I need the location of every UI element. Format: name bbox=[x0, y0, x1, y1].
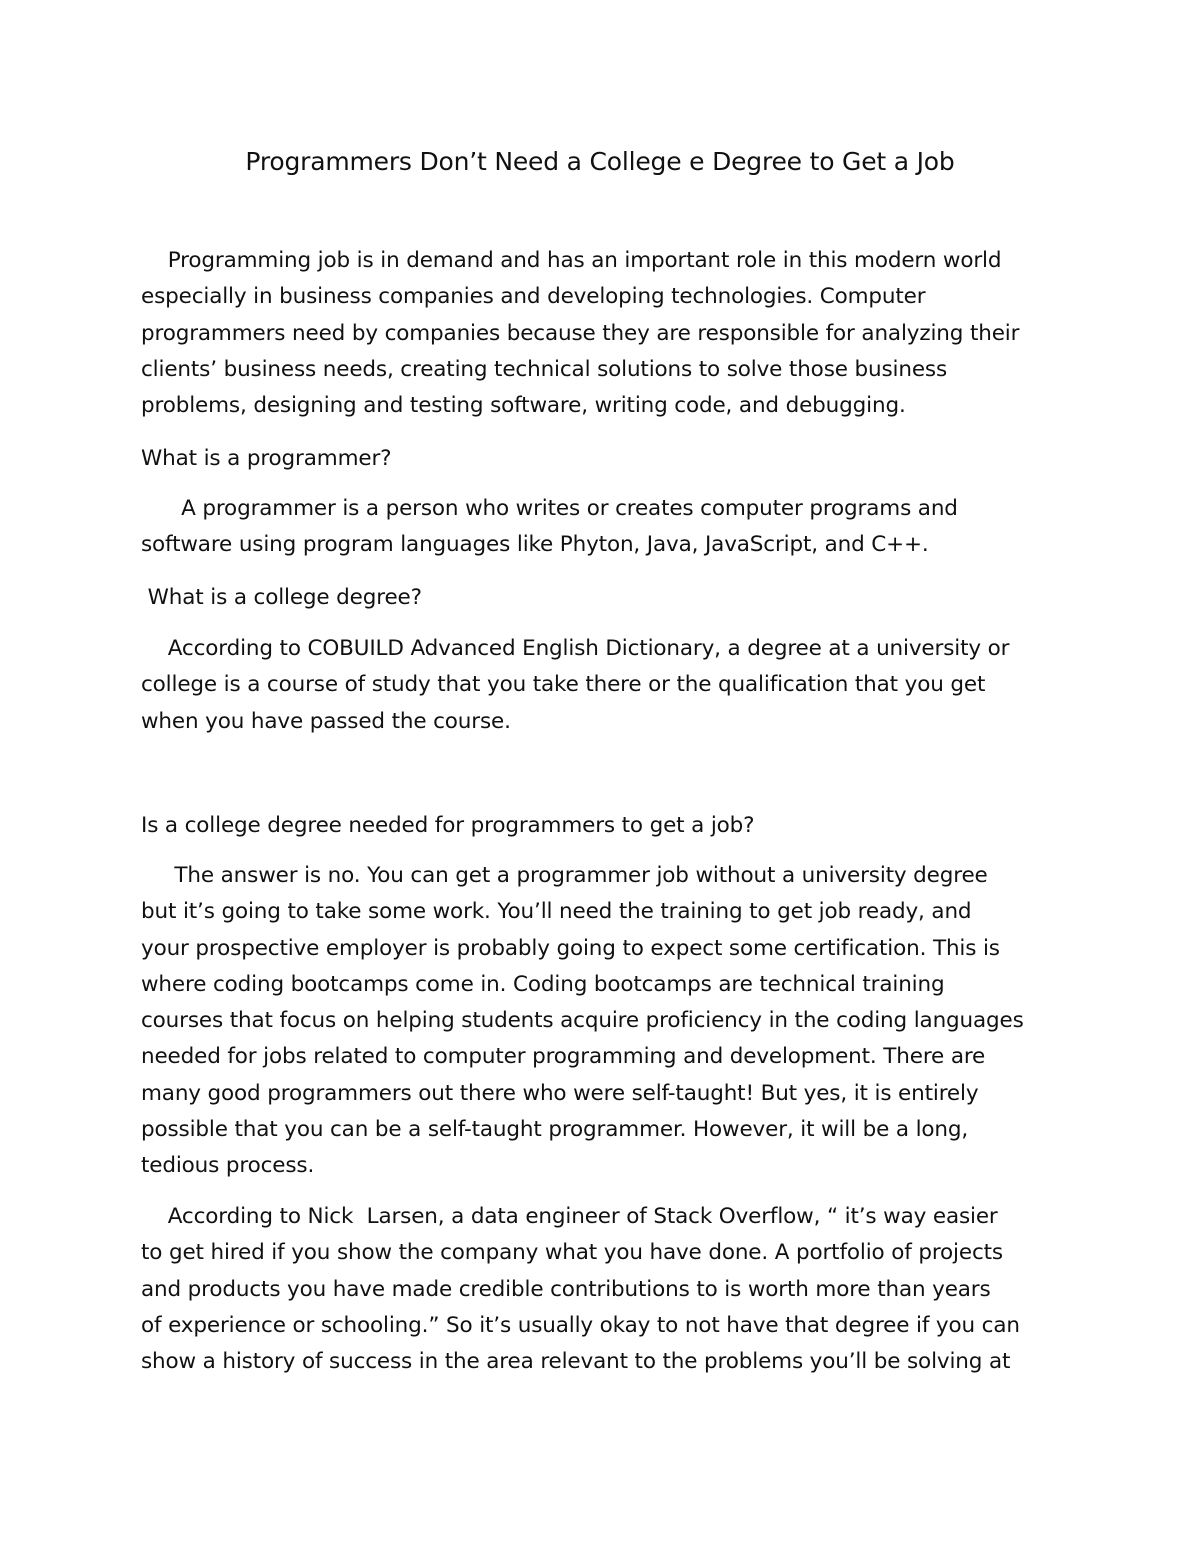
text-line: According to COBUILD Advanced English Dictionary, a degree at a university or bbox=[141, 636, 1010, 661]
text-line: What is a college degree? bbox=[141, 585, 422, 610]
text-line: college is a course of study that you take there or the qualification that you get bbox=[141, 672, 986, 698]
text-line: when you have passed the course. bbox=[141, 708, 511, 734]
degree-definition-paragraph bbox=[141, 631, 1081, 740]
heading-what-is-degree bbox=[141, 580, 1081, 616]
text-line: programmers need by companies because they are responsible for analyzing their bbox=[141, 320, 1020, 346]
text-line: Programming job is in demand and has an important role in this modern world bbox=[141, 248, 1002, 273]
text-line: courses that focus on helping students acquire proficiency in the coding languages bbox=[141, 1008, 1024, 1034]
text-line: your prospective employer is probably going to expect some certification. This is bbox=[141, 935, 1000, 961]
text-line: problems, designing and testing software, writing code, and debugging. bbox=[141, 393, 906, 419]
text-line: The answer is no. You can get a programmer job without a university degree bbox=[141, 863, 988, 888]
heading-degree-needed bbox=[141, 808, 1081, 844]
text-line: show a history of success in the area relevant to the problems you’ll be solving at bbox=[141, 1349, 1011, 1375]
text-line: possible that you can be a self-taught programmer. However, it will be a long, bbox=[141, 1117, 969, 1143]
text-line: tedious process. bbox=[141, 1153, 315, 1179]
text-line: especially in business companies and developing technologies. Computer bbox=[141, 284, 926, 310]
heading-what-is-programmer bbox=[141, 441, 1081, 477]
intro-paragraph bbox=[141, 243, 1081, 424]
text-line: clients’ business needs, creating technical solutions to solve those business bbox=[141, 356, 948, 382]
text-line: to get hired if you show the company what you have done. A portfolio of projects bbox=[141, 1240, 1003, 1266]
answer-paragraph bbox=[141, 858, 1081, 1185]
text-line: Is a college degree needed for programmers to get a job? bbox=[141, 813, 755, 838]
quote-paragraph bbox=[141, 1199, 1081, 1380]
text-line: many good programmers out there who were self-taught! But yes, it is entirely bbox=[141, 1080, 979, 1106]
text-line: and products you have made credible contributions to is worth more than years bbox=[141, 1276, 991, 1302]
text-line: According to Nick Larsen, a data engineer of Stack Overflow, “ it’s way easier bbox=[141, 1204, 998, 1229]
programmer-definition-paragraph bbox=[141, 491, 1081, 564]
text-line: software using program languages like Phyton, Java, JavaScript, and C++. bbox=[141, 532, 929, 558]
text-line: A programmer is a person who writes or creates computer programs and bbox=[141, 496, 958, 521]
text-line: of experience or schooling.” So it’s usually okay to not have that degree if you can bbox=[141, 1312, 1020, 1338]
text-line: What is a programmer? bbox=[141, 446, 392, 471]
text-line: where coding bootcamps come in. Coding bootcamps are technical training bbox=[141, 971, 945, 997]
text-line: but it’s going to take some work. You’ll need the training to get job ready, and bbox=[141, 899, 972, 925]
text-line: needed for jobs related to computer programming and development. There are bbox=[141, 1044, 986, 1070]
document-title: Programmers Don’t Need a College e Degree to Get a Job bbox=[245, 147, 955, 176]
